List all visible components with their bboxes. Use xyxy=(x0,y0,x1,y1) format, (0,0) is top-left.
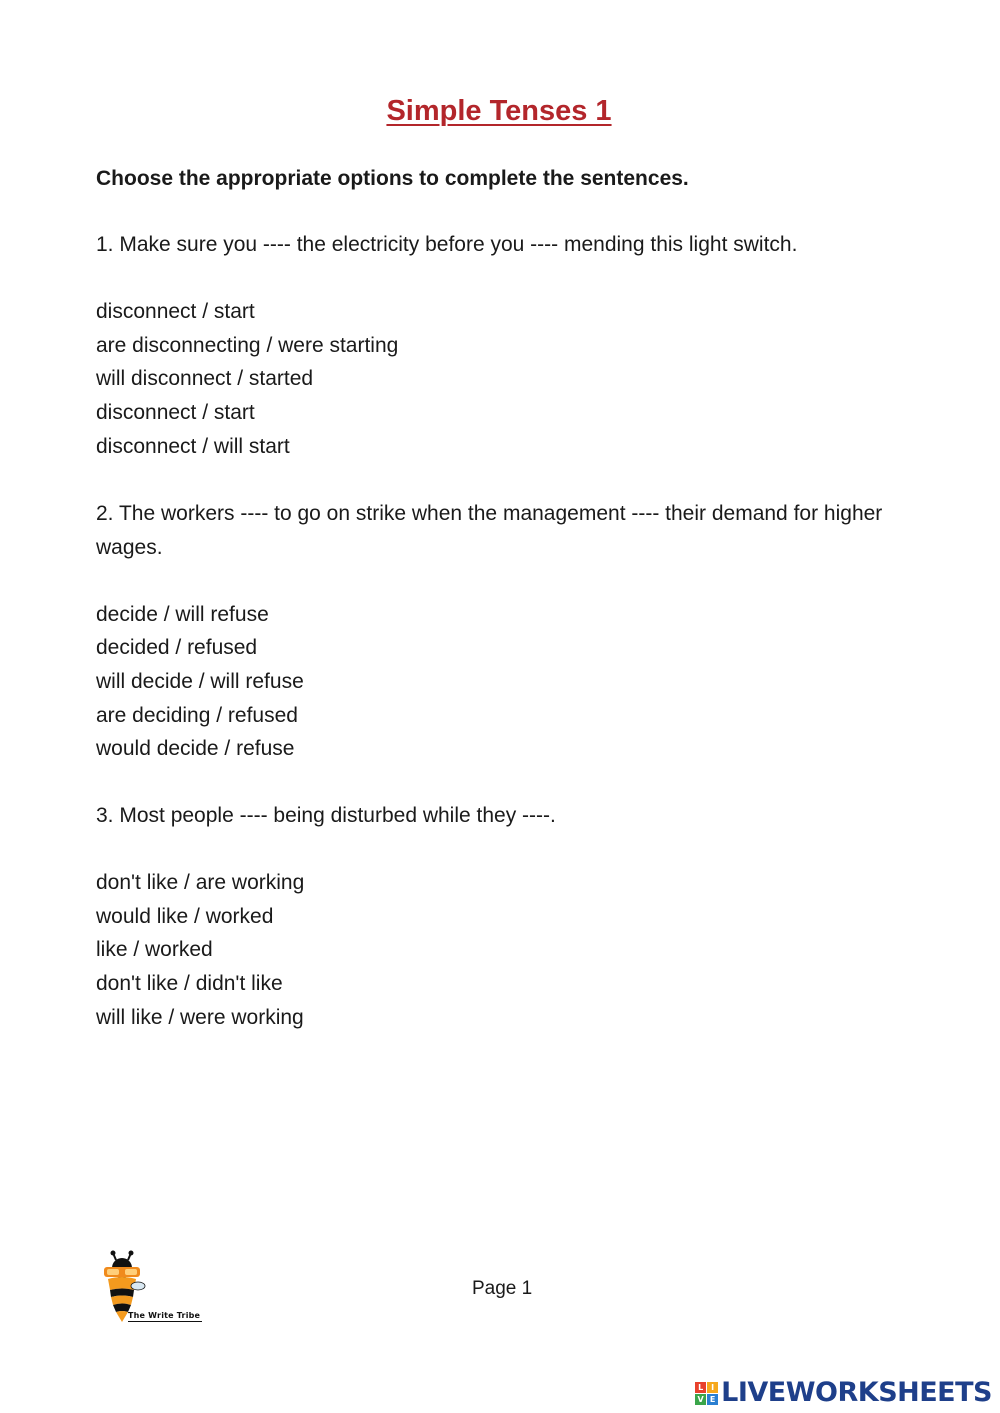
question-3 xyxy=(96,799,916,1034)
option-item[interactable]: decided / refused xyxy=(96,636,258,660)
option-item[interactable]: don't like / didn't like xyxy=(96,971,283,995)
badge-letter: L xyxy=(695,1382,706,1393)
option-item[interactable]: disconnect / start xyxy=(96,400,255,424)
page-number: Page 1 xyxy=(472,1278,533,1299)
question-text: 2. The workers ---- to go on strike when the management ---- their demand for higher wages. xyxy=(96,502,883,559)
option-item[interactable]: would like / worked xyxy=(96,904,274,928)
option-item[interactable]: like / worked xyxy=(96,938,213,962)
option-list xyxy=(96,295,916,463)
watermark-badge-icon xyxy=(695,1382,718,1405)
watermark xyxy=(695,1376,992,1410)
option-item[interactable]: will disconnect / started xyxy=(96,367,314,391)
question-2 xyxy=(96,497,916,766)
watermark-text: LIVEWORKSHEETS xyxy=(721,1377,992,1408)
question-text: 1. Make sure you ---- the electricity before you ---- mending this light switch. xyxy=(96,233,798,256)
instructions: Choose the appropriate options to complete the sentences. xyxy=(96,167,689,190)
option-list xyxy=(96,598,916,766)
option-item[interactable]: are disconnecting / were starting xyxy=(96,333,399,357)
badge-letter: E xyxy=(707,1394,718,1405)
option-item[interactable]: will like / were working xyxy=(96,1005,304,1029)
question-text: 3. Most people ---- being disturbed while they ----. xyxy=(96,804,556,827)
option-item[interactable]: disconnect / start xyxy=(96,300,255,324)
option-item[interactable]: disconnect / will start xyxy=(96,434,290,458)
option-item[interactable]: would decide / refuse xyxy=(96,737,295,761)
badge-letter: I xyxy=(707,1382,718,1393)
option-item[interactable]: don't like / are working xyxy=(96,871,305,895)
option-item[interactable]: will decide / will refuse xyxy=(96,669,304,693)
option-item[interactable]: are deciding / refused xyxy=(96,703,298,727)
option-item[interactable]: decide / will refuse xyxy=(96,602,269,626)
page-title: Simple Tenses 1 xyxy=(386,95,612,127)
question-1 xyxy=(96,228,916,463)
badge-letter: V xyxy=(695,1394,706,1405)
logo-caption: The Write Tribe xyxy=(128,1311,201,1320)
option-list xyxy=(96,866,916,1034)
